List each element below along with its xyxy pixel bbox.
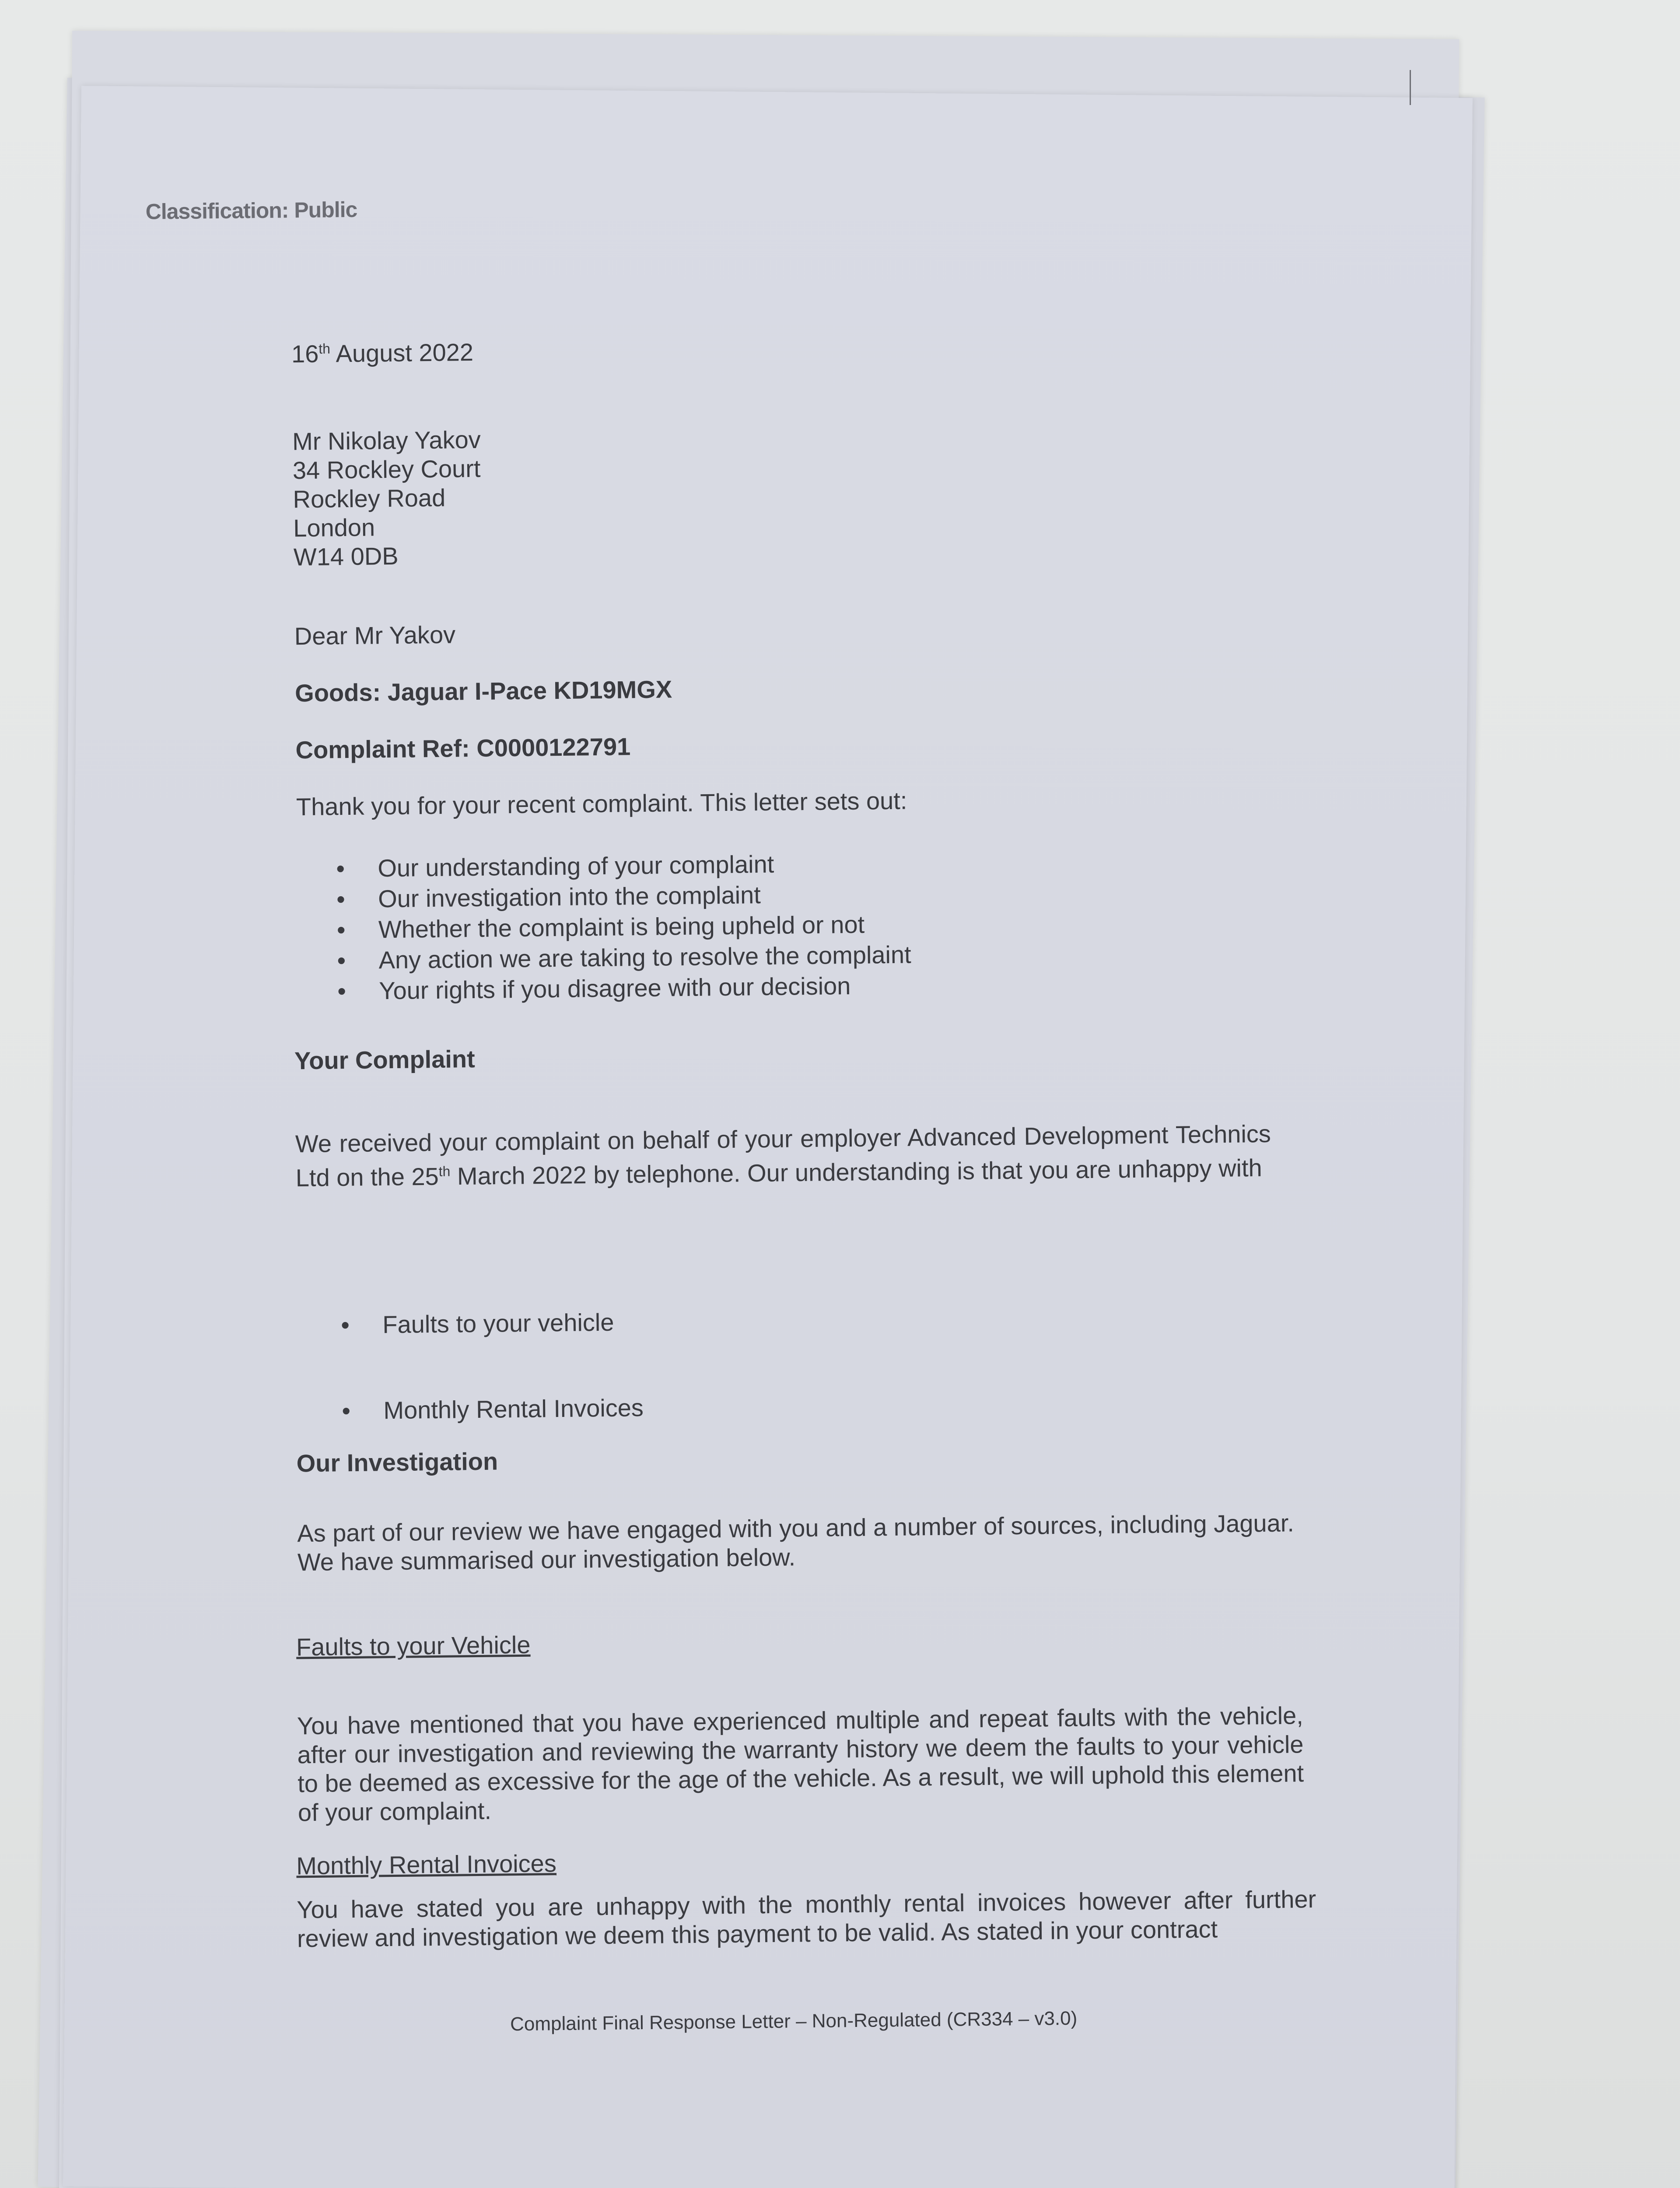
letter-date <box>291 338 474 368</box>
list-item: • Monthly Rental Invoices <box>341 1365 644 1454</box>
address-line: W14 0DB <box>293 542 399 571</box>
intro-text: Thank you for your recent complaint. This letter sets out: <box>296 786 907 821</box>
recipient-address <box>292 425 482 572</box>
intro-bullet-list <box>336 848 912 1007</box>
complaint-ref: Complaint Ref: C0000122791 <box>295 733 631 764</box>
list-item: • Our understanding of your complaint <box>336 848 910 884</box>
address-line: Mr Nikolay Yakov <box>292 425 481 456</box>
date-day: 16 <box>291 340 319 368</box>
complaint-bullet-list <box>340 1279 644 1454</box>
our-investigation-text: As part of our review we have engaged with you and a number of sources, including Jaguar. We have summarised our investigation below. <box>297 1509 1295 1576</box>
complaint-text-part: March 2022 by telephone. Our understanding is that you are unhappy with <box>450 1154 1263 1190</box>
goods-line: Goods: Jaguar I-Pace KD19MGX <box>294 675 672 707</box>
monthly-invoices-text: You have stated you are unhappy with the monthly rental invoices however after further review and investigation we deem this payment to be valid. As stated in your contract <box>296 1885 1316 1953</box>
your-complaint-heading: Your Complaint <box>294 1045 476 1075</box>
document-footer: Complaint Final Response Letter – Non-Regulated (CR334 – v3.0) <box>510 2007 1078 2035</box>
classification-label: Classification: Public <box>145 197 357 224</box>
date-suffix: th <box>318 340 331 357</box>
list-item: • Your rights if you disagree with our decision <box>337 970 912 1007</box>
list-item: • Whether the complaint is being upheld or not <box>337 909 911 946</box>
address-line: Rockley Road <box>293 484 446 513</box>
letter-page <box>61 84 1474 2188</box>
monthly-invoices-subheading: Monthly Rental Invoices <box>296 1849 557 1880</box>
complaint-text-part: We received your complaint on behalf of your employer Advanced Development Technics Ltd on the 25 <box>295 1119 1271 1192</box>
list-item: • Faults to your vehicle <box>340 1279 643 1368</box>
faults-text: You have mentioned that you have experienced multiple and repeat faults with the vehicle, after our investigation and reviewing the warranty history we deem the faults to your vehicle to be deemed as excessive for the age of the vehicle. As a result, we will uphold this element of your complaint. <box>297 1701 1304 1827</box>
list-item: • Our investigation into the complaint <box>336 878 911 915</box>
your-complaint-text <box>295 1119 1271 1192</box>
salutation: Dear Mr Yakov <box>294 621 456 650</box>
our-investigation-heading: Our Investigation <box>296 1447 498 1477</box>
list-item: • Any action we are taking to resolve the complaint <box>337 940 911 976</box>
address-line: 34 Rockley Court <box>292 454 481 484</box>
address-line: London <box>293 513 375 542</box>
faults-subheading: Faults to your Vehicle <box>296 1630 531 1661</box>
complaint-text-sup: th <box>438 1163 451 1179</box>
date-month-year: August 2022 <box>330 338 474 368</box>
